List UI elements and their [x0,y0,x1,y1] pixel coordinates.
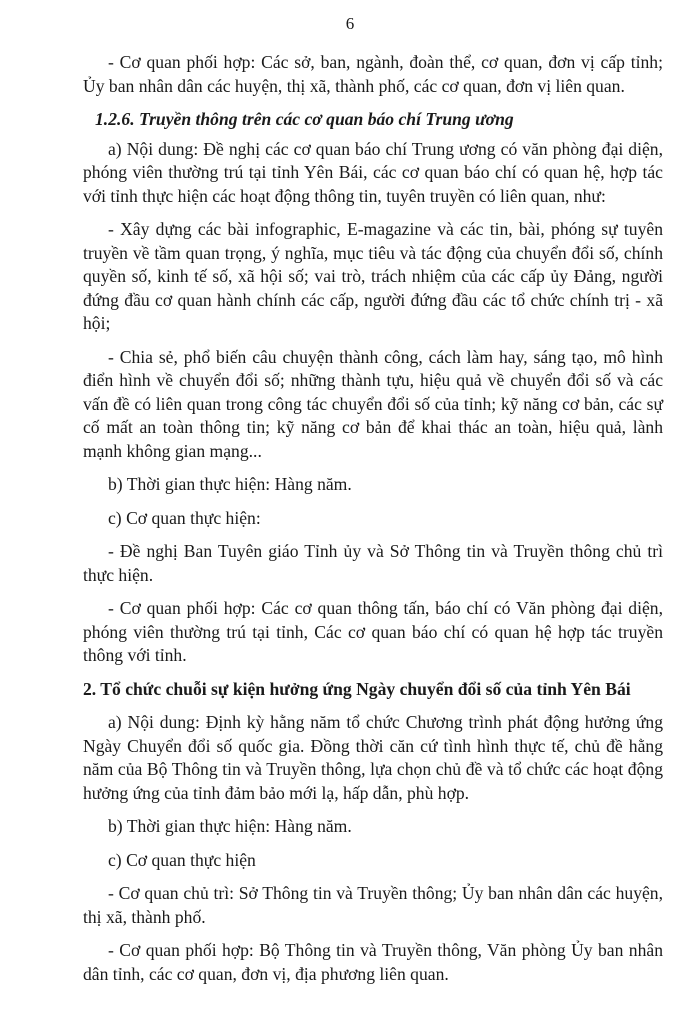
paragraph: a) Nội dung: Định kỳ hằng năm tổ chức Chương trình phát động hưởng ứng Ngày Chuyển đổi số quốc gia. Đồng thời căn cứ tình hình thực tế, chủ đề hằng năm của Bộ Thông tin và Truyền thông, lựa chọn chủ đề và tổ chức các hoạt động hưởng ứng của tỉnh đảm bảo mới lạ, hấp dẫn, phù hợp. [83,712,663,803]
section-heading-2: 2. Tổ chức chuỗi sự kiện hưởng ứng Ngày chuyển đổi số của tỉnh Yên Bái [83,678,631,699]
paragraph: c) Cơ quan thực hiện [108,849,256,870]
paragraph: c) Cơ quan thực hiện: [108,507,261,528]
paragraph: - Đề nghị Ban Tuyên giáo Tỉnh ủy và Sở Thông tin và Truyền thông chủ trì thực hiện. [83,541,663,585]
paragraph: - Cơ quan phối hợp: Các sở, ban, ngành, đoàn thể, cơ quan, đơn vị cấp tỉnh; Ủy ban nhân dân các huyện, thị xã, thành phố, các cơ quan, đơn vị liên quan. [83,52,663,96]
paragraph: - Cơ quan chủ trì: Sở Thông tin và Truyền thông; Ủy ban nhân dân các huyện, thị xã, thành phố. [83,883,663,927]
section-heading-1-2-6: 1.2.6. Truyền thông trên các cơ quan báo chí Trung ương [95,109,514,129]
document-body [83,51,663,996]
paragraph: b) Thời gian thực hiện: Hàng năm. [108,816,352,836]
paragraph: - Cơ quan phối hợp: Bộ Thông tin và Truyền thông, Văn phòng Ủy ban nhân dân tỉnh, các cơ quan, đơn vị, địa phương liên quan. [83,940,663,984]
paragraph: - Cơ quan phối hợp: Các cơ quan thông tấn, báo chí có Văn phòng đại diện, phóng viên thường trú tại tỉnh, Các cơ quan báo chí có quan hệ hợp tác truyền thông với tỉnh. [83,598,663,665]
paragraph: b) Thời gian thực hiện: Hàng năm. [108,474,352,494]
paragraph: - Xây dựng các bài infographic, E-magazine và các tin, bài, phóng sự tuyên truyền về tầm quan trọng, ý nghĩa, mục tiêu và tác động của chuyển đổi số, chính quyền số, kinh tế số, xã hội số; vai trò, trách nhiệm của các cấp ủy Đảng, người đứng đầu cơ quan hành chính các cấp, người đứng đầu các tổ chức chính trị - xã hội; [83,219,663,333]
page-number: 6 [345,14,355,33]
paragraph: a) Nội dung: Đề nghị các cơ quan báo chí Trung ương có văn phòng đại diện, phóng viên thường trú tại tỉnh Yên Bái, các cơ quan báo chí có quan hệ, hợp tác với tỉnh thực hiện các hoạt động thông tin, tuyên truyền có liên quan, như: [83,138,663,206]
paragraph: - Chia sẻ, phổ biến câu chuyện thành công, cách làm hay, sáng tạo, mô hình điển hình về chuyển đổi số; những thành tựu, hiệu quả về chuyển đổi số và các vấn đề có liên quan trong công tác chuyển đổi số của tỉnh; kỹ năng cơ bản, các sự cố mất an toàn thông tin; kỹ năng cơ bản để khai thác an toàn, hiệu quả, lành mạnh không gian mạng... [83,346,663,461]
